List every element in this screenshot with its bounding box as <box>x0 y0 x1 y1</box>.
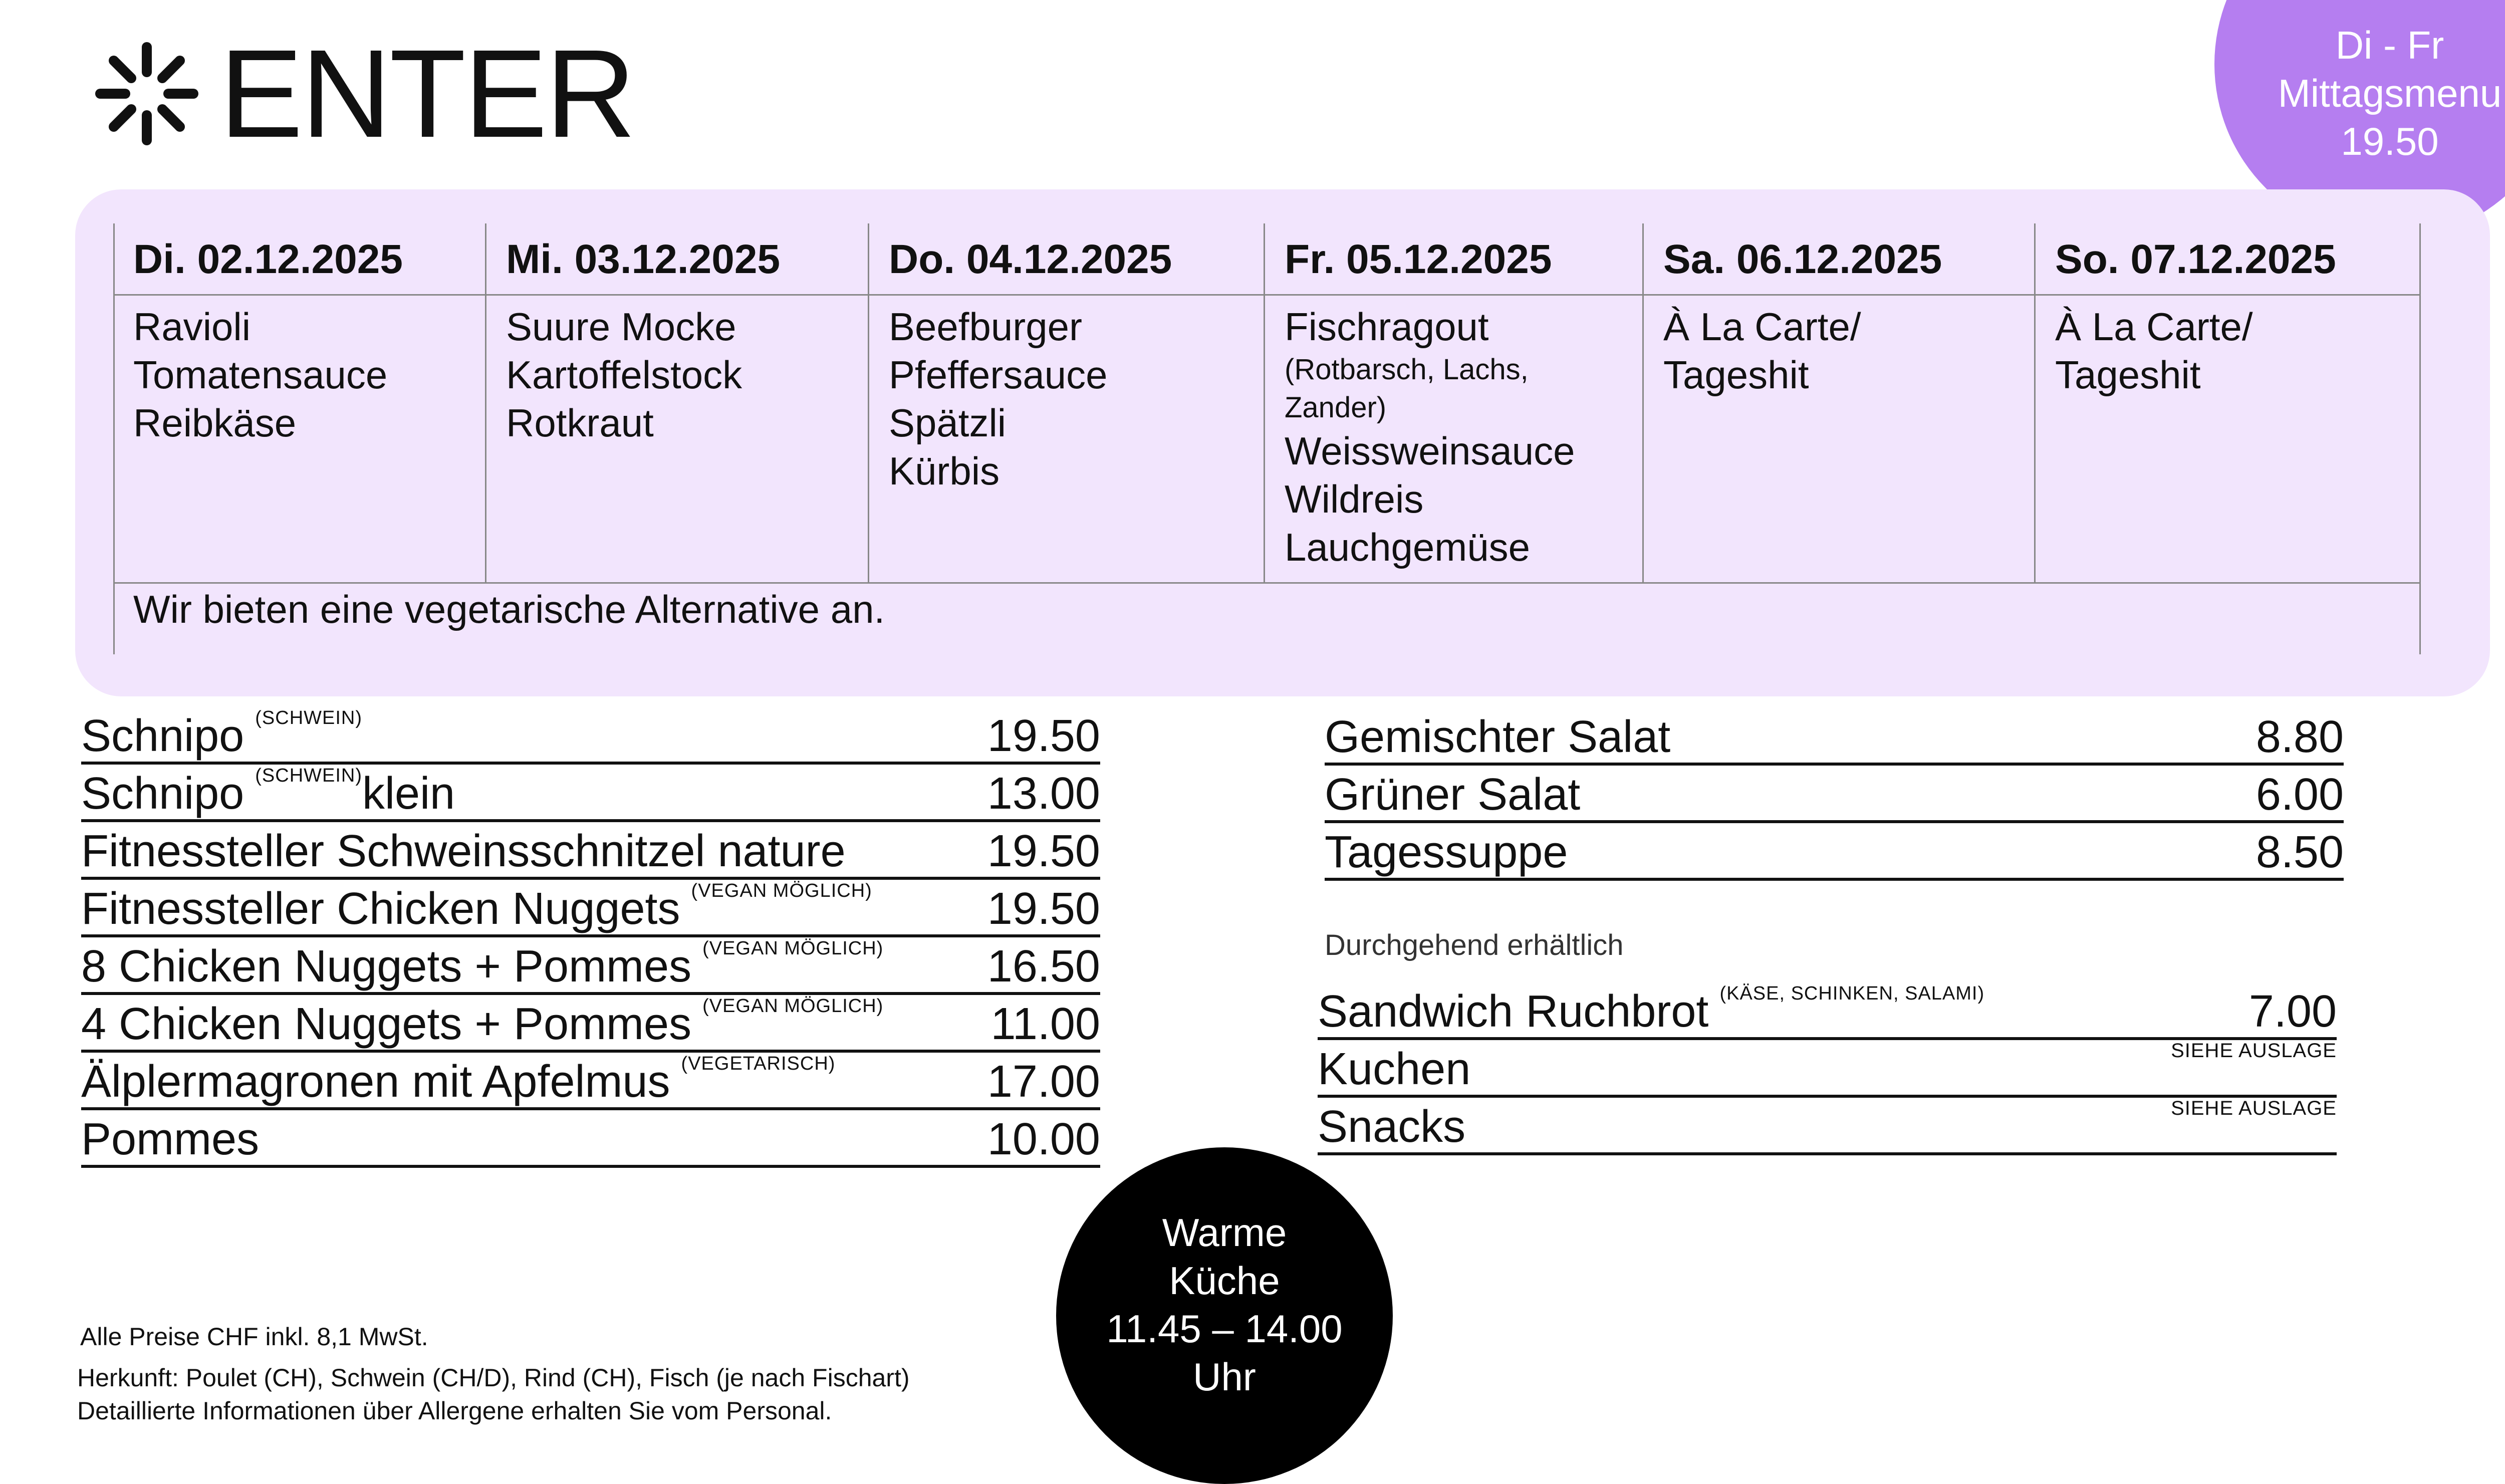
kitchen-hours: 11.45 – 14.00 <box>1106 1307 1343 1351</box>
dish-name: Kuchen <box>1318 1044 1471 1094</box>
vegetarian-note: Wir bieten eine vegetarische Alternative an. <box>133 587 885 631</box>
dish-name: Snacks <box>1318 1102 1466 1152</box>
dish-note: (SCHWEIN) <box>255 765 363 786</box>
kitchen-line: Uhr <box>1193 1355 1256 1399</box>
dish-name: Fitnessteller Schweinsschnitzel nature <box>81 826 846 876</box>
menu-item: Reibkäse <box>133 401 297 445</box>
price-row <box>81 940 1100 995</box>
dish-name: Schnipo <box>81 769 244 819</box>
dish-note: (VEGAN MÖGLICH) <box>702 996 884 1017</box>
menu-item: À La Carte/ <box>2055 305 2253 349</box>
dish-price: 8.80 <box>2256 712 2344 762</box>
main-dishes-list <box>81 709 1100 1180</box>
dish-price: 19.50 <box>987 711 1100 761</box>
table-divider <box>113 223 115 654</box>
menu-item: Tomatensauce <box>133 353 388 397</box>
dish-price: 19.50 <box>987 826 1100 876</box>
price-row <box>81 1055 1100 1110</box>
allergen-note: Detaillierte Informationen über Allergene erhalten Sie vom Personal. <box>77 1397 832 1425</box>
day-header: So. 07.12.2025 <box>2055 236 2336 282</box>
dish-note: (VEGAN MÖGLICH) <box>691 880 872 901</box>
table-divider <box>1264 223 1265 582</box>
menu-item: Kürbis <box>889 449 1000 493</box>
table-divider <box>2034 223 2036 582</box>
origin-note: Herkunft: Poulet (CH), Schwein (CH/D), Rind (CH), Fisch (je nach Fischart) <box>77 1364 910 1392</box>
lunch-days: Di - Fr <box>2335 23 2444 67</box>
dish-price: 19.50 <box>987 884 1100 934</box>
logo-wordmark: ENTER <box>219 24 634 163</box>
dish-name: Älplermagronen mit Apfelmus <box>81 1057 670 1107</box>
price-row <box>1325 710 2344 766</box>
menu-item: Kartoffelstock <box>506 353 742 397</box>
table-divider <box>485 223 486 582</box>
price-row <box>81 825 1100 880</box>
dish-name: Schnipo <box>81 711 244 761</box>
snacks-list <box>1318 985 2337 1165</box>
price-row <box>81 998 1100 1053</box>
prices-note: Alle Preise CHF inkl. 8,1 MwSt. <box>80 1323 428 1351</box>
menu-item: Fischragout <box>1285 305 1489 349</box>
dish-note: (VEGAN MÖGLICH) <box>702 938 884 959</box>
price-row <box>1325 826 2344 881</box>
dish-price: 11.00 <box>990 999 1100 1049</box>
menu-item: À La Carte/ <box>1663 305 1861 349</box>
dish-name: 8 Chicken Nuggets + Pommes <box>81 941 692 992</box>
price-row <box>81 1113 1100 1168</box>
menu-item: Wildreis <box>1285 477 1424 521</box>
menu-item: Pfeffersauce <box>889 353 1108 397</box>
dish-price: 7.00 <box>2248 986 2337 1037</box>
price-row <box>1325 768 2344 823</box>
available-label: Durchgehend erhältlich <box>1325 929 1624 961</box>
lunch-price: 19.50 <box>2341 119 2439 163</box>
dish-note: (KÄSE, SCHINKEN, SALAMI) <box>1719 983 1985 1004</box>
price-row <box>1318 1040 2337 1098</box>
menu-item-detail: Zander) <box>1285 391 1387 424</box>
dish-name: Tagessuppe <box>1325 827 1568 877</box>
dish-name: Sandwich Ruchbrot <box>1318 986 1709 1037</box>
menu-item: Tageshit <box>1663 353 1809 397</box>
menu-item: Tageshit <box>2055 353 2201 397</box>
dish-note: (SCHWEIN) <box>255 707 363 728</box>
table-divider <box>113 294 2421 296</box>
menu-item: Lauchgemüse <box>1285 525 1531 569</box>
dish-price: 13.00 <box>987 769 1100 819</box>
salads-list <box>1325 710 2344 891</box>
price-row <box>81 767 1100 822</box>
menu-item: Rotkraut <box>506 401 654 445</box>
price-row <box>81 709 1100 765</box>
day-header: Fr. 05.12.2025 <box>1285 236 1552 282</box>
price-row <box>81 882 1100 937</box>
dish-name: Pommes <box>81 1114 260 1164</box>
asterisk-burst-icon <box>94 41 199 146</box>
table-divider <box>868 223 869 582</box>
kitchen-hours-badge <box>1056 1147 1393 1484</box>
day-header: Sa. 06.12.2025 <box>1663 236 1942 282</box>
menu-item: Ravioli <box>133 305 251 349</box>
availability-tag: SIEHE AUSLAGE <box>2171 1097 2337 1119</box>
menu-item: Beefburger <box>889 305 1082 349</box>
lunch-title: Mittagsmenu <box>2278 71 2502 115</box>
dish-suffix: klein <box>362 769 455 819</box>
kitchen-line: Warme <box>1162 1210 1287 1255</box>
menu-item: Suure Mocke <box>506 305 736 349</box>
day-header: Di. 02.12.2025 <box>133 236 403 282</box>
dish-note: (VEGETARISCH) <box>681 1053 836 1074</box>
table-divider <box>2419 223 2421 654</box>
dish-price: 10.00 <box>987 1114 1100 1164</box>
menu-item: Weissweinsauce <box>1285 429 1575 473</box>
table-divider <box>1642 223 1644 582</box>
dish-price: 17.00 <box>987 1057 1100 1107</box>
weekly-menu-table <box>113 223 2421 654</box>
menu-item: Spätzli <box>889 401 1007 445</box>
dish-price: 6.00 <box>2256 770 2344 820</box>
day-header: Mi. 03.12.2025 <box>506 236 781 282</box>
availability-tag: SIEHE AUSLAGE <box>2171 1040 2337 1062</box>
dish-name: Gemischter Salat <box>1325 712 1671 762</box>
dish-name: Fitnessteller Chicken Nuggets <box>81 884 680 934</box>
table-divider <box>113 582 2421 584</box>
price-row <box>1318 985 2337 1040</box>
dish-price: 8.50 <box>2256 827 2344 877</box>
dish-name: 4 Chicken Nuggets + Pommes <box>81 999 692 1049</box>
day-header: Do. 04.12.2025 <box>889 236 1172 282</box>
kitchen-line: Küche <box>1169 1259 1280 1303</box>
price-row <box>1318 1097 2337 1155</box>
dish-name: Grüner Salat <box>1325 770 1581 820</box>
dish-price: 16.50 <box>987 941 1100 992</box>
menu-item-detail: (Rotbarsch, Lachs, <box>1285 353 1529 386</box>
